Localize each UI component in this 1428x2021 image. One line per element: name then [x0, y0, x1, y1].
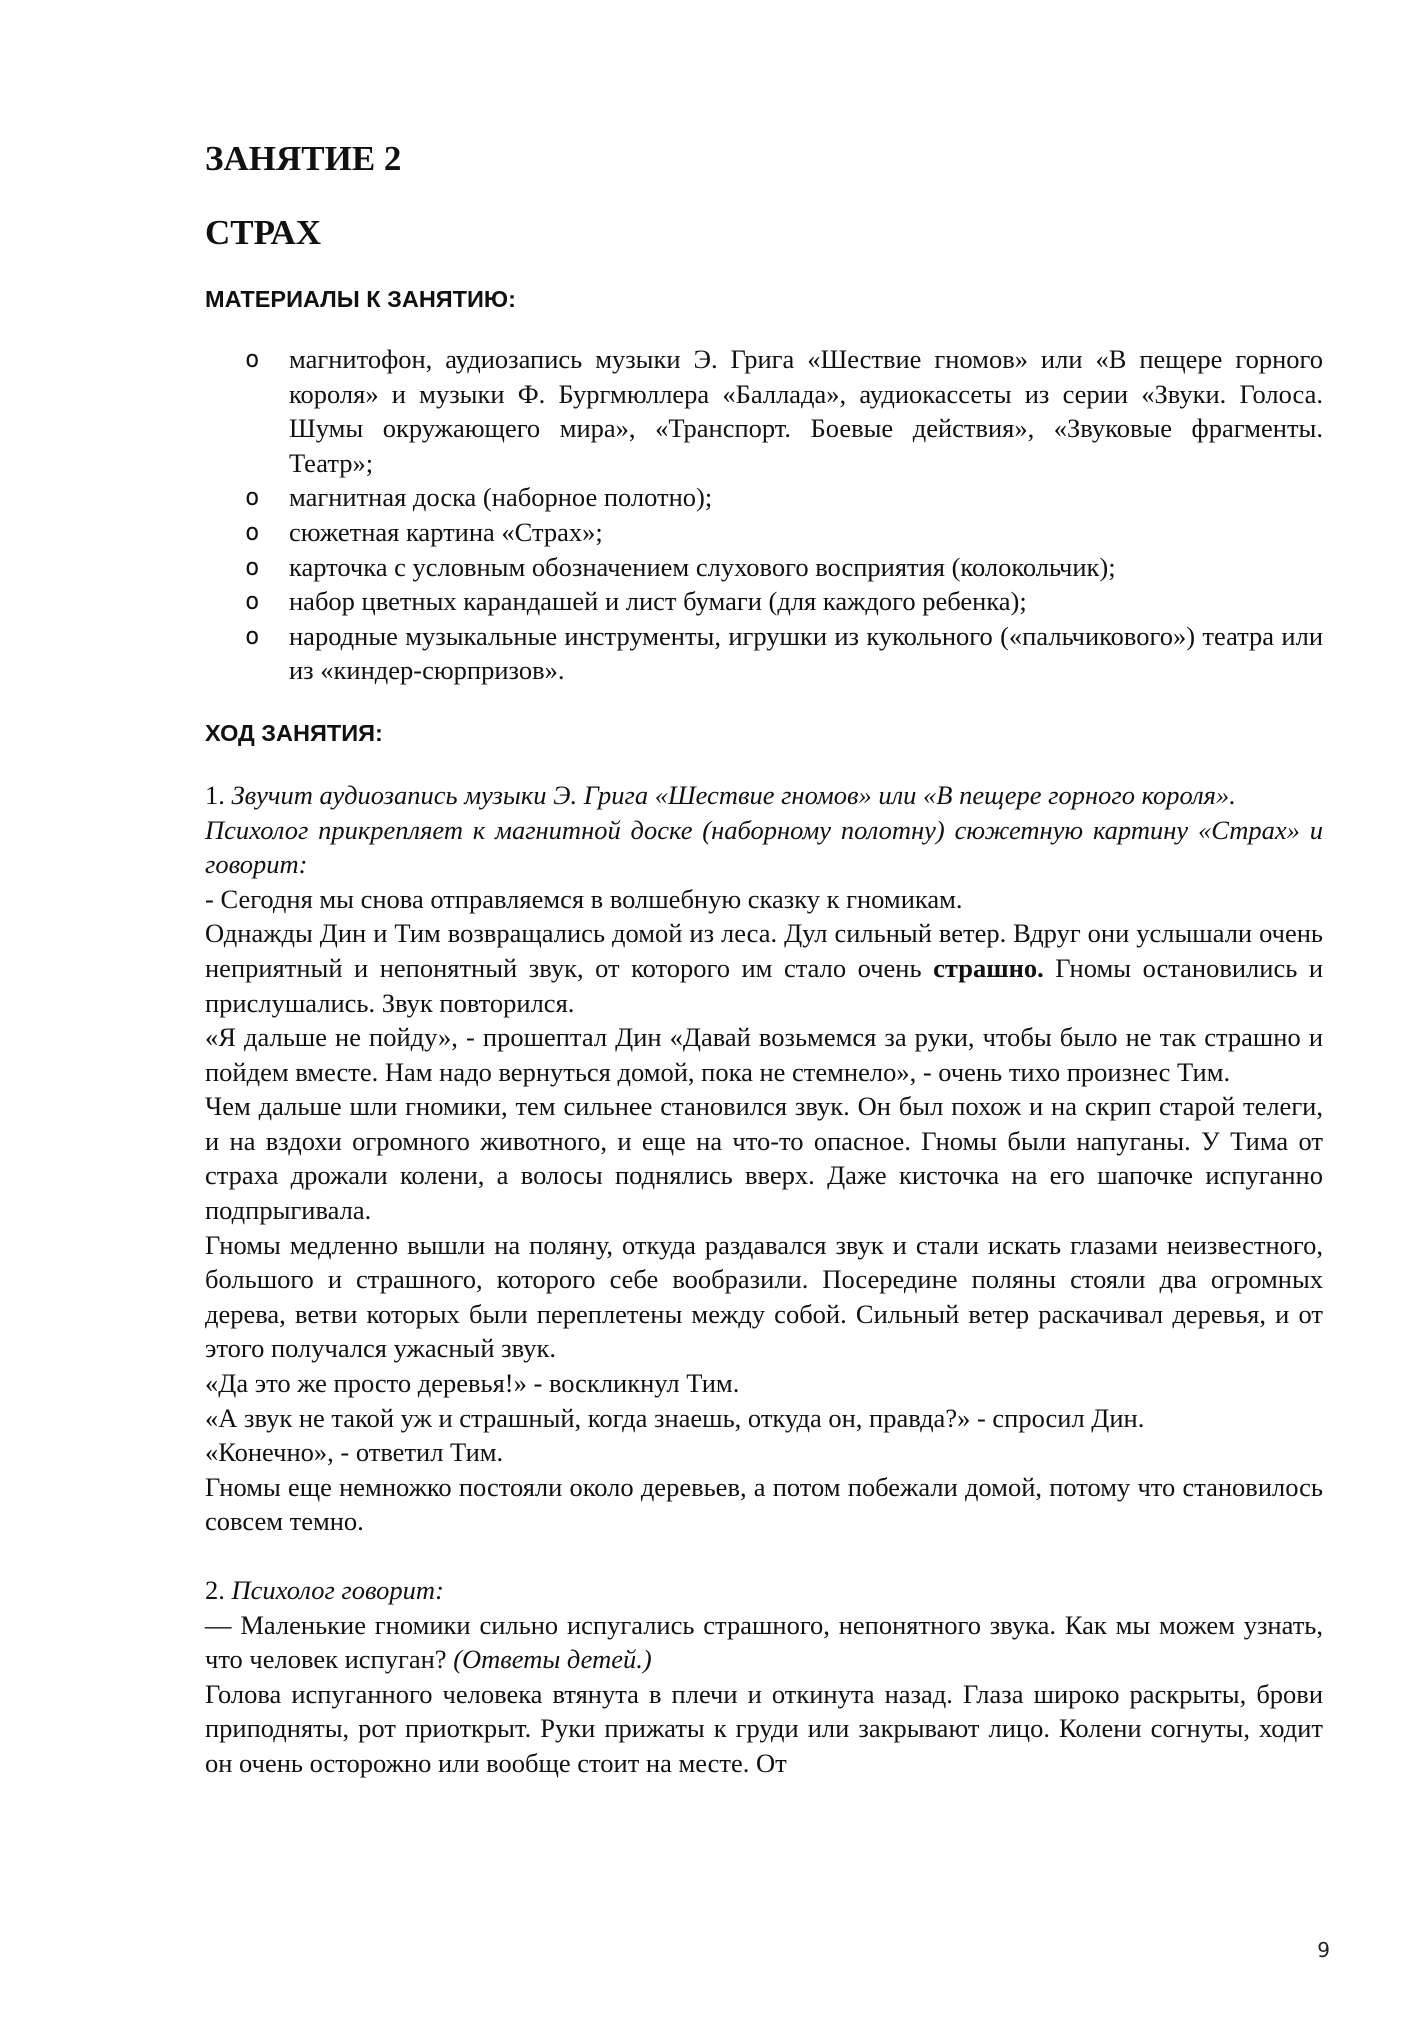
bullet-icon: o [245, 483, 260, 512]
step-2-intro [205, 1573, 1323, 1608]
bullet-icon: o [245, 587, 260, 616]
step-2 [205, 1573, 1323, 1781]
story-paragraph: - Сегодня мы снова отправляемся в волшебную сказку к гномикам. [205, 883, 963, 914]
materials-item [205, 480, 1323, 515]
bullet-icon: o [245, 552, 260, 581]
story-text: Гномы остановились и прислушались. Звук повторился. [205, 952, 1324, 1018]
materials-list [205, 342, 1323, 688]
page-content [205, 132, 1323, 1781]
materials-item-text: набор цветных карандашей и лист бумаги (для каждого ребенка); [289, 586, 1027, 617]
materials-item-text: карточка с условным обозначением слухового восприятия (колокольчик); [289, 551, 1116, 582]
children-answers-note: (Ответы детей.) [453, 1644, 652, 1675]
materials-item-text: народные музыкальные инструменты, игрушки из кукольного («пальчикового») театра или из «киндер-сюрпризов». [289, 620, 1323, 686]
story-paragraph: «А звук не такой уж и страшный, когда знаешь, откуда он, правда?» - спросил Дин. [205, 1402, 1145, 1433]
materials-item [205, 619, 1323, 688]
story-paragraph: Гномы еще немножко постояли около деревьев, а потом побежали домой, потому что становилось совсем темно. [205, 1471, 1323, 1537]
step-1-intro-text: Звучит аудиозапись музыки Э. Грига «Шествие гномов» или «В пещере горного короля». [231, 779, 1236, 810]
step-2-intro-text: Психолог говорит: [231, 1575, 444, 1605]
story-paragraph: «Конечно», - ответил Тим. [205, 1437, 504, 1468]
step-2-paragraph [205, 1608, 1323, 1677]
story-paragraph [205, 916, 1323, 1020]
step-number: 2. [205, 1575, 225, 1605]
materials-item-text: сюжетная картина «Страх»; [289, 516, 603, 547]
materials-item [205, 584, 1323, 619]
story-paragraph: Гномы медленно вышли на поляну, откуда раздавался звук и стали искать глазами неизвестного, большого и страшного, которого себе вообразили. Посередине поляны стояли два огромных дерева, ветви которых были переплетены между собой. Сильный ветер раскачивал деревья, и от этого получался ужасный звук. [205, 1229, 1323, 1364]
topic-title: СТРАХ [205, 213, 322, 252]
lesson-title: ЗАНЯТИЕ 2 [205, 139, 402, 178]
emphasis-word: страшно. [933, 952, 1044, 983]
step-1-intro [205, 778, 1323, 813]
step-2-text: — Маленькие гномики сильно испугались страшного, непонятного звука. Как мы можем узнать, что человек испуган? [205, 1609, 1323, 1675]
story-paragraph: «Да это же просто деревья!» - воскликнул Тим. [205, 1368, 740, 1399]
story-text: Однажды Дин и Тим возвращались домой из леса. Дул сильный ветер. Вдруг они услышали очень неприятный и непонятный звук, от которого им стало очень [205, 918, 1323, 983]
materials-item-text: магнитофон, аудиозапись музыки Э. Грига «Шествие гномов» или «В пещере горного короля» и музыки Ф. Бургмюллера «Баллада», аудиокассеты из серии «Звуки. Голоса. Шумы окружающего мира», «Транспорт. Боевые действия», «Звуковые фрагменты. Театр»; [289, 344, 1323, 478]
step-1-psychologist-note: Психолог прикрепляет к магнитной доске (наборному полотну) сюжетную картину «Страх» и говорит: [205, 814, 1323, 880]
story-paragraph: «Я дальше не пойду», - прошептал Дин «Давай возьмемся за руки, чтобы было не так страшно и пойдем вместе. Нам надо вернуться домой, пока не стемнело», - очень тихо произнес Тим. [205, 1022, 1323, 1087]
materials-heading: МАТЕРИАЛЫ К ЗАНЯТИЮ: [205, 286, 516, 312]
story-paragraph: Чем дальше шли гномики, тем сильнее становился звук. Он был похож и на скрип старой телеги, и на вздохи огромного животного, и еще на что-то опасное. Гномы были напуганы. У Тима от страха дрожали колени, а волосы поднялись вверх. Даже кисточка на его шапочке испуганно подпрыгивала. [205, 1091, 1323, 1226]
bullet-icon: o [245, 621, 260, 650]
step-number: 1. [205, 779, 225, 810]
step-1 [205, 778, 1323, 1539]
materials-item [205, 550, 1323, 585]
materials-item [205, 342, 1323, 480]
progress-heading: ХОД ЗАНЯТИЯ: [205, 719, 383, 746]
step-2-paragraph: Голова испуганного человека втянута в плечи и откинута назад. Глаза широко раскрыты, брови приподняты, рот приоткрыт. Руки прижаты к груди или закрывают лицо. Колени согнуты, ходит он очень осторожно или вообще стоит на месте. От [205, 1678, 1323, 1778]
page-number: 9 [1317, 1938, 1330, 1962]
bullet-icon: o [245, 517, 260, 546]
materials-item-text: магнитная доска (наборное полотно); [289, 482, 713, 513]
materials-item [205, 515, 1323, 550]
bullet-icon: o [245, 345, 260, 373]
